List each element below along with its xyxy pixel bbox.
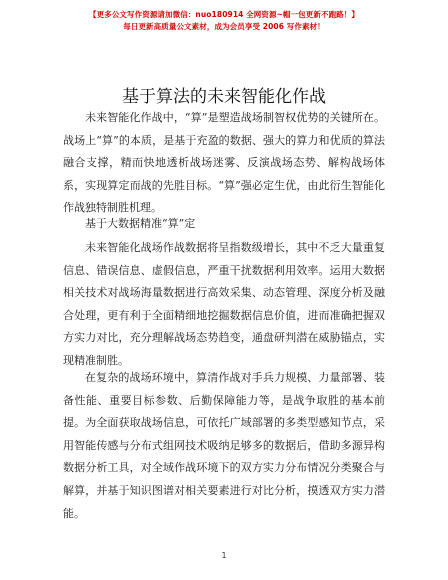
promo-banner — [0, 9, 448, 33]
page-number: 1 — [221, 551, 227, 560]
section-heading: 基于大数据精准“算”定 — [85, 217, 196, 230]
paragraph-battlefield-environment: 在复杂的战场环境中，算清作战对手兵力规模、力量部署、装备性能、重要目标参数、后勤保障能力等，是战争取胜的基本前提。为全面获取战场信息，可依托广域部署的多类型感知节点，采用智能传感与分布式组网技术吸纳足够多的数据后，借助多源异构数据分析工具，对全域作战环境下的双方实力分布情况分类聚合与解算，并基于知识图谱对相关要素进行对比分析，摸透双方实力潜能。 — [63, 371, 385, 520]
document-title: 基于算法的未来智能化作战 — [122, 87, 326, 107]
paragraph-intro: 未来智能化作战中，“算”是塑造战场制智权优势的关键所在。战场上“算”的本质，是基于充盈的数据、强大的算力和优质的算法融合支撑，精而快地透析战场迷雾、反演战场态势、解构战场体系，实现算定而战的先胜目标。“算”强必定生优，由此衍生智能化作战独特制胜机理。 — [63, 111, 385, 215]
promo-banner-line-2: 每日更新高质量公文素材，成为会员享受 2006 写作素材！ — [123, 22, 325, 31]
promo-banner-line-1: 【更多公文写作资源请加微信：nuo180914 全网资源~帽一包更新不跑路！】 — [89, 10, 359, 19]
paragraph-big-data: 未来智能化战场作战数据将呈指数级增长，其中不乏大量重复信息、错误信息、虚假信息，严重干扰数据利用效率。运用大数据相关技术对战场海量数据进行高效采集、动态管理、深度分析及融合处理，更有利于全面精细地挖掘数据信息价值，进而准确把握双方实力对比，充分理解战场态势趋变，通盘研判潜在威胁锚点，实现精准制胜。 — [63, 241, 385, 367]
